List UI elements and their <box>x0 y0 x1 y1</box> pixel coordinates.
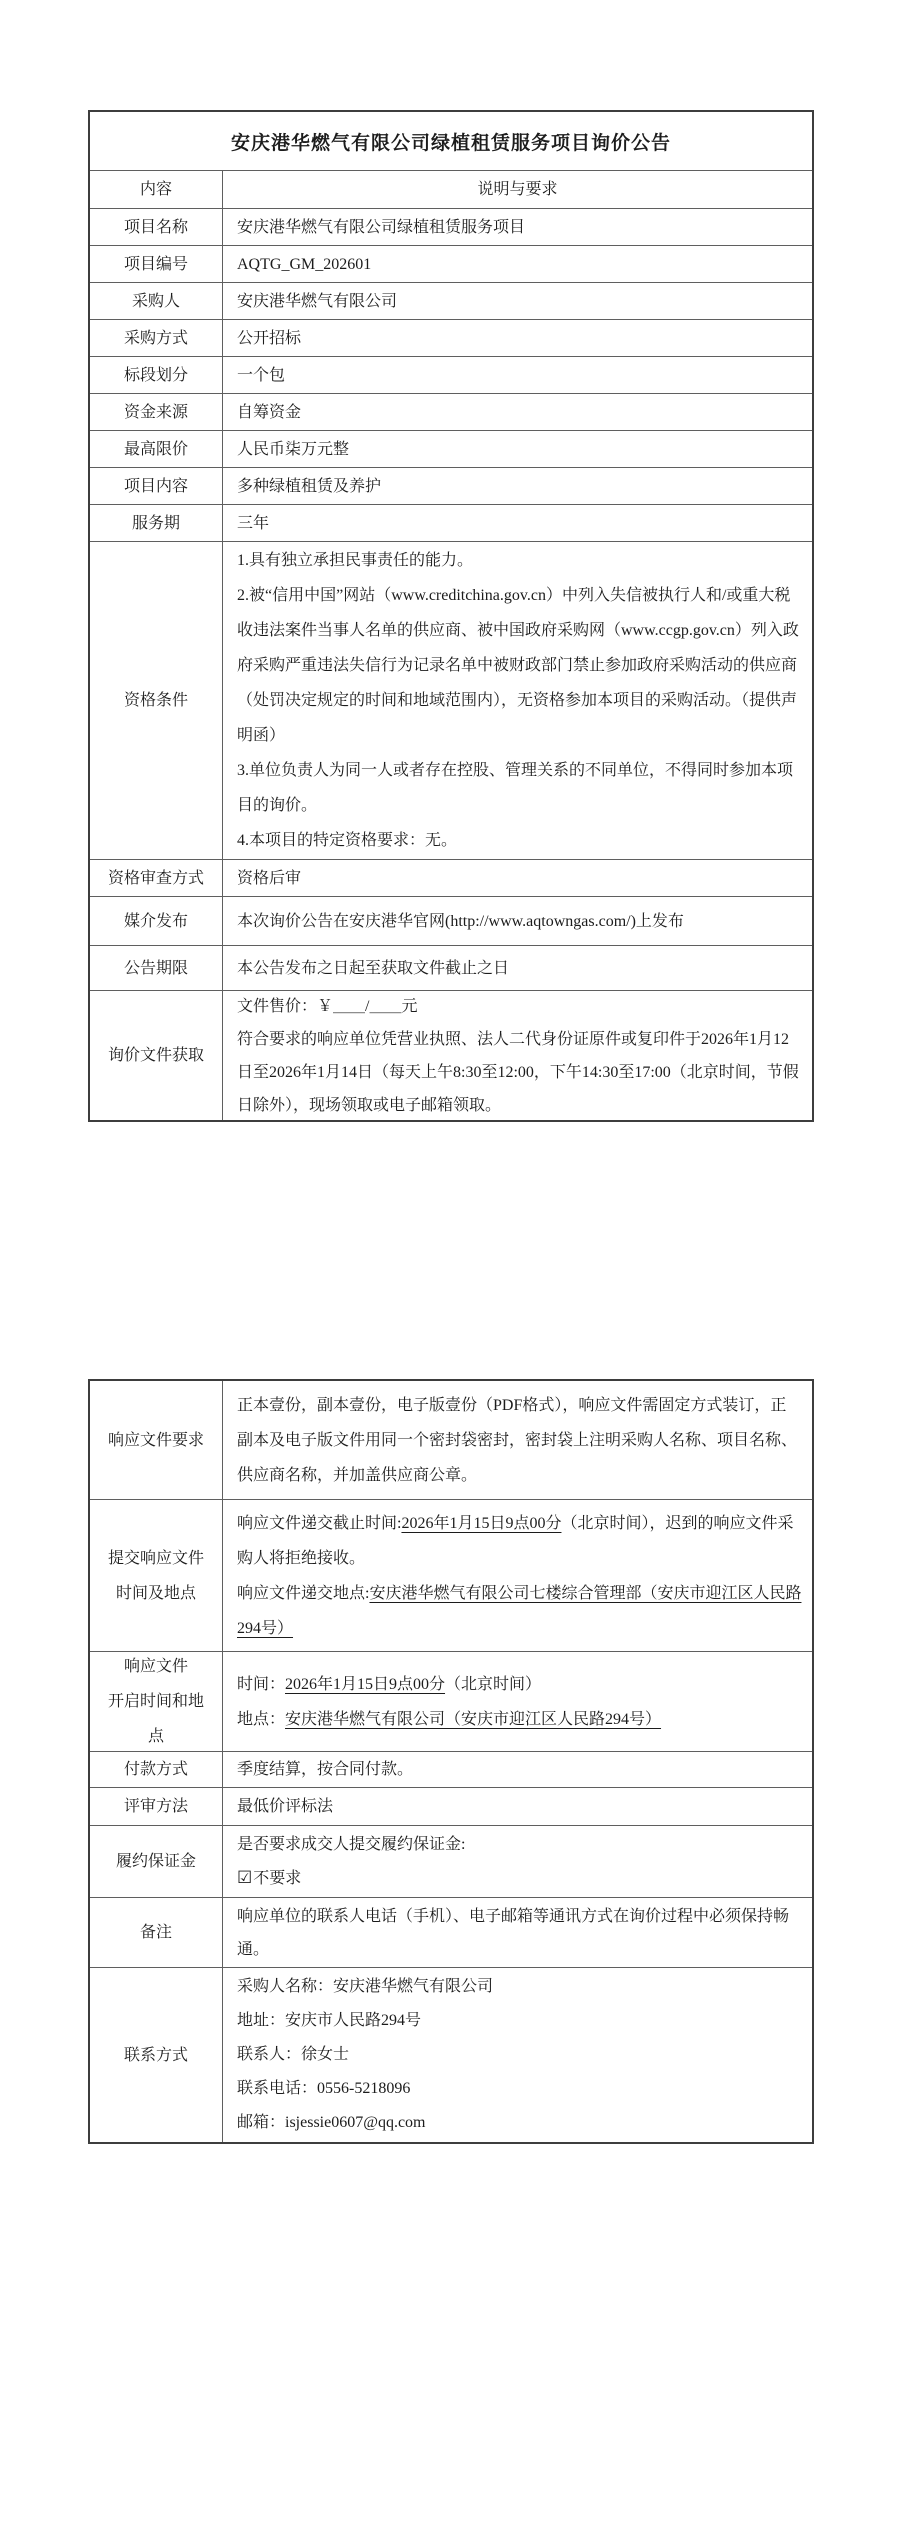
opening-content <box>223 1652 812 1751</box>
bond-question: 是否要求成交人提交履约保证金: <box>237 1836 466 1853</box>
row-value: 季度结算，按合同付款。 <box>237 1761 414 1778</box>
contact-content <box>223 1968 812 2142</box>
row-label: 联系方式 <box>90 1968 223 2142</box>
row-label <box>90 1652 223 1751</box>
document-obtain-detail: 符合要求的响应单位凭营业执照、法人二代身份证原件或复印件于2026年1月12日至2026年1月14日（每天上午8:30至12:00，下午14:30至17:00（北京时间，节假日除外），现场领取或电子邮箱领取。 <box>237 1030 799 1114</box>
qualification-item: 3.单位负责人为同一人或者存在控股、管理关系的不同单位，不得同时参加本项目的询价。 <box>237 762 794 814</box>
announcement-title-row <box>90 112 812 170</box>
qualification-item: 1.具有独立承担民事责任的能力。 <box>237 552 474 569</box>
announcement-table <box>88 110 814 1122</box>
contact-address: 地址：安庆市人民路294号 <box>237 2012 422 2029</box>
row-label: 标段划分 <box>90 357 223 393</box>
table-row <box>90 504 812 541</box>
row-label-line: 响应文件 <box>123 1658 188 1675</box>
submit-deadline-suffix: （北京时间），迟到的响应文件采购人将拒绝接收。 <box>237 1514 794 1567</box>
table-row <box>90 430 812 467</box>
row-label: 资格审查方式 <box>90 860 223 896</box>
table-row <box>90 1751 812 1787</box>
checkbox-checked-icon: ☑ <box>237 1868 253 1887</box>
contact-purchaser-name: 采购人名称：安庆港华燃气有限公司 <box>237 1978 494 1995</box>
submit-place-prefix: 响应文件递交地点: <box>237 1584 370 1602</box>
row-value: 人民币柒万元整 <box>237 440 350 458</box>
row-label: 备注 <box>90 1898 223 1967</box>
row-value: 本公告发布之日起至获取文件截止之日 <box>237 959 510 977</box>
bond-answer: 不要求 <box>253 1870 302 1887</box>
row-value: 资格后审 <box>237 869 302 887</box>
submit-content <box>223 1500 812 1651</box>
table-row <box>90 859 812 896</box>
response-requirements-row <box>90 1381 812 1499</box>
row-label: 服务期 <box>90 505 223 541</box>
row-value: 最低价评标法 <box>237 1798 334 1815</box>
header-content-label: 内容 <box>90 171 223 208</box>
opening-time-place-row <box>90 1651 812 1751</box>
performance-bond-row <box>90 1825 812 1897</box>
table-row <box>90 319 812 356</box>
document-obtain-row <box>90 990 812 1120</box>
row-label: 评审方法 <box>90 1788 223 1825</box>
row-label <box>90 1500 223 1651</box>
table-row <box>90 1787 812 1825</box>
opening-time-line <box>237 1667 802 1702</box>
row-label: 响应文件要求 <box>90 1381 223 1499</box>
table-row <box>90 208 812 245</box>
contact-person: 联系人：徐女士 <box>237 2046 350 2063</box>
row-label: 资金来源 <box>90 394 223 430</box>
submit-deadline-line <box>237 1506 802 1576</box>
table-row <box>90 356 812 393</box>
submit-time-place-row <box>90 1499 812 1651</box>
opening-time-prefix: 时间： <box>237 1675 286 1693</box>
contact-email: 邮箱：isjessie0607@qq.com <box>237 2114 426 2131</box>
row-value: 响应单位的联系人电话（手机）、电子邮箱等通讯方式在询价过程中必须保持畅通。 <box>237 1907 790 1958</box>
bond-content <box>223 1826 812 1897</box>
remark-row <box>90 1897 812 1967</box>
opening-time: 2026年1月15日9点00分 <box>285 1675 446 1693</box>
qualification-item: 2.被“信用中国”网站（www.creditchina.gov.cn）中列入失信被执行人和/或重大税收违法案件当事人名单的供应商、被中国政府采购网（www.ccgp.gov.cn）列入政府采购严重违法失信行为记录名单中被财政部门禁止参加政府采购活动的供应商（处罚决定规定的时间和地域范围内），无资格参加本项目的采购活动。（提供声明函） <box>237 587 799 744</box>
opening-time-suffix: （北京时间） <box>445 1675 542 1693</box>
table-row <box>90 282 812 319</box>
table-header-row <box>90 170 812 208</box>
opening-place-line <box>237 1702 802 1737</box>
row-label: 项目内容 <box>90 468 223 504</box>
announcement-title: 安庆港华燃气有限公司绿植租赁服务项目询价公告 <box>230 132 671 154</box>
table-row <box>90 945 812 990</box>
row-label: 媒介发布 <box>90 897 223 945</box>
row-label-line: 提交响应文件 <box>107 1549 204 1567</box>
bond-answer-line <box>237 1861 802 1895</box>
row-value: 三年 <box>237 514 270 532</box>
row-value: 安庆港华燃气有限公司绿植租赁服务项目 <box>237 218 526 236</box>
table-row <box>90 467 812 504</box>
row-value: 本次询价公告在安庆港华官网(http://www.aqtowngas.com/)上发布 <box>237 912 684 930</box>
row-label: 最高限价 <box>90 431 223 467</box>
row-label: 履约保证金 <box>90 1826 223 1897</box>
submit-deadline-time: 2026年1月15日9点00分 <box>401 1514 562 1532</box>
submit-place-line <box>237 1576 802 1646</box>
qualification-content <box>223 542 812 859</box>
row-value: 正本壹份，副本壹份，电子版壹份（PDF格式），响应文件需固定方式装订，正副本及电子版文件用同一个密封袋密封，密封袋上注明采购人名称、项目名称、供应商名称，并加盖供应商公章。 <box>237 1396 798 1484</box>
row-value: 自筹资金 <box>237 403 302 421</box>
row-label: 采购人 <box>90 283 223 319</box>
row-label: 付款方式 <box>90 1752 223 1787</box>
table-row <box>90 393 812 430</box>
row-label-line: 开启时间和地 <box>107 1693 204 1710</box>
row-label: 资格条件 <box>90 542 223 859</box>
qualification-item: 4.本项目的特定资格要求：无。 <box>237 832 458 849</box>
submit-place: 安庆港华燃气有限公司七楼综合管理部（安庆市迎江区人民路294号） <box>237 1584 802 1637</box>
row-value: 安庆港华燃气有限公司 <box>237 292 398 310</box>
header-description-label: 说明与要求 <box>477 181 558 198</box>
document-price-line: 文件售价：￥＿＿/＿＿元 <box>237 997 418 1015</box>
contact-phone: 联系电话：0556-5218096 <box>237 2080 411 2097</box>
row-label: 公告期限 <box>90 946 223 990</box>
row-label-line: 时间及地点 <box>115 1584 196 1602</box>
row-value: 一个包 <box>237 366 286 384</box>
contact-row <box>90 1967 812 2142</box>
table-row <box>90 245 812 282</box>
row-label: 采购方式 <box>90 320 223 356</box>
table-row <box>90 896 812 945</box>
opening-place-prefix: 地点： <box>237 1710 286 1728</box>
row-value: 公开招标 <box>237 329 302 347</box>
row-value: AQTG_GM_202601 <box>237 255 372 273</box>
document-obtain-content <box>223 991 812 1120</box>
row-label: 项目名称 <box>90 209 223 245</box>
row-label-line: 点 <box>147 1728 164 1745</box>
opening-place: 安庆港华燃气有限公司（安庆市迎江区人民路294号） <box>285 1710 662 1728</box>
row-value: 多种绿植租赁及养护 <box>237 477 382 495</box>
response-table <box>88 1379 814 2144</box>
qualification-row <box>90 541 812 859</box>
row-label: 项目编号 <box>90 246 223 282</box>
submit-deadline-prefix: 响应文件递交截止时间: <box>237 1514 402 1532</box>
row-label: 询价文件获取 <box>90 991 223 1120</box>
